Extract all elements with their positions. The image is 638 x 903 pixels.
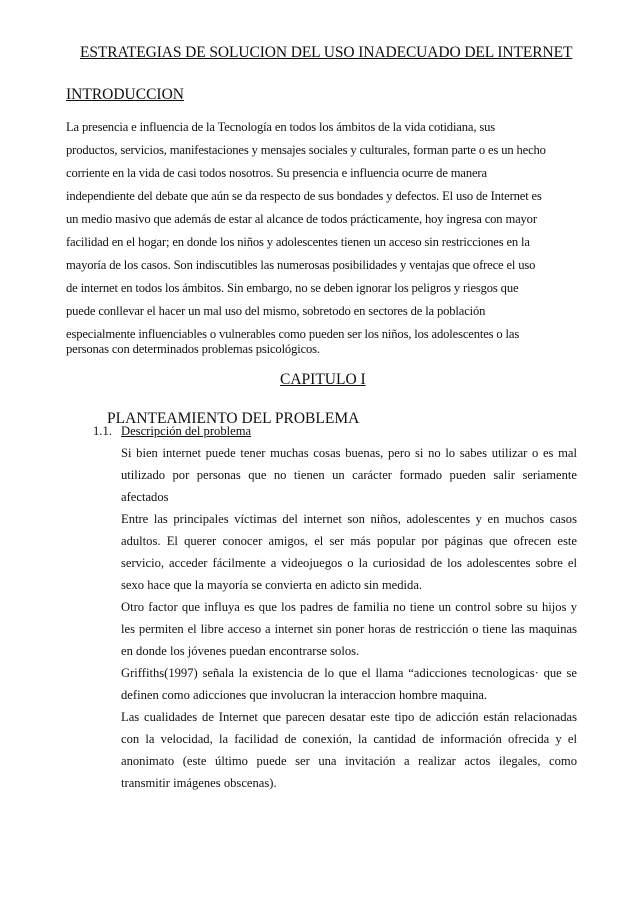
body-line: en donde los jóvenes puedan encontrarse solos. [121, 644, 360, 658]
body-line: utilizado por personas que no tienen un carácter formado pueden salir seriamente [121, 468, 577, 482]
chapter-label: CAPITULO I [280, 371, 366, 388]
intro-line: un medio masivo que además de estar al alcance de todos prácticamente, hoy ingresa con mayor [66, 212, 537, 226]
intro-line: especialmente influenciables o vulnerables como pueden ser los niños, los adolescentes o las [66, 327, 520, 341]
chapter-heading: PLANTEAMIENTO DEL PROBLEMA [107, 410, 360, 427]
intro-line: productos, servicios, manifestaciones y mensajes sociales y culturales, forman parte o es un hecho [66, 143, 546, 157]
body-line: definen como adicciones que involucran la interaccion hombre maquina. [121, 688, 488, 702]
body-line: afectados [121, 490, 169, 504]
document-title: ESTRATEGIAS DE SOLUCION DEL USO INADECUADO DEL INTERNET [80, 44, 573, 61]
body-line: Las cualidades de Internet que parecen desatar este tipo de adicción están relacionadas [121, 710, 577, 724]
body-line: adultos. El querer conocer amigos, el ser más popular por páginas que ofrecen este [121, 534, 577, 548]
intro-line: puede conllevar el hacer un mal uso del mismo, sobretodo en sectores de la población [66, 304, 486, 318]
body-line: Griffiths(1997) señala la existencia de lo que el llama “adicciones tecnologicas· que se [121, 666, 577, 680]
intro-line: corriente en la vida de casi todos nosotros. Su presencia e influencia ocurre de manera [66, 166, 487, 180]
intro-line: independiente del debate que aún se da respecto de sus bondades y defectos. El uso de Internet es [66, 189, 542, 203]
body-line: anonimato (este último puede ser una invitación a realizar actos ilegales, como [121, 754, 577, 768]
intro-line: facilidad en el hogar; en donde los niños y adolescentes tienen un acceso sin restricciones en la [66, 235, 530, 249]
section-title: Descripción del problema [121, 424, 252, 438]
body-line: Entre las principales víctimas del internet son niños, adolescentes y en muchos casos [121, 512, 577, 526]
body-line: servicio, acceder fácilmente a videojuegos o la curiosidad de los adolescentes sobre el [121, 556, 577, 570]
intro-line: La presencia e influencia de la Tecnología en todos los ámbitos de la vida cotidiana, sus [66, 120, 495, 134]
intro-line: de internet en todos los ámbitos. Sin embargo, no se deben ignorar los peligros y riesgos que [66, 281, 519, 295]
intro-line: personas con determinados problemas psicológicos. [66, 342, 320, 356]
section-number: 1.1. [93, 424, 112, 438]
introduction-heading: INTRODUCCION [66, 86, 184, 103]
body-line: les permiten el libre acceso a internet sin poner horas de restricción o tiene las maquinas [121, 622, 577, 636]
body-line: transmitir imágenes obscenas). [121, 776, 277, 790]
body-line: Si bien internet puede tener muchas cosas buenas, pero si no lo sabes utilizar o es mal [121, 446, 577, 460]
intro-line: mayoría de los casos. Son indiscutibles las numerosas posibilidades y ventajas que ofrece el uso [66, 258, 536, 272]
body-line: sexo hace que la mayoría se convierta en adicto sin medida. [121, 578, 423, 592]
body-line: Otro factor que influya es que los padres de familia no tiene un control sobre su hijos y [121, 600, 577, 614]
body-line: con la velocidad, la facilidad de conexión, la cantidad de información ofrecida y el [121, 732, 577, 746]
